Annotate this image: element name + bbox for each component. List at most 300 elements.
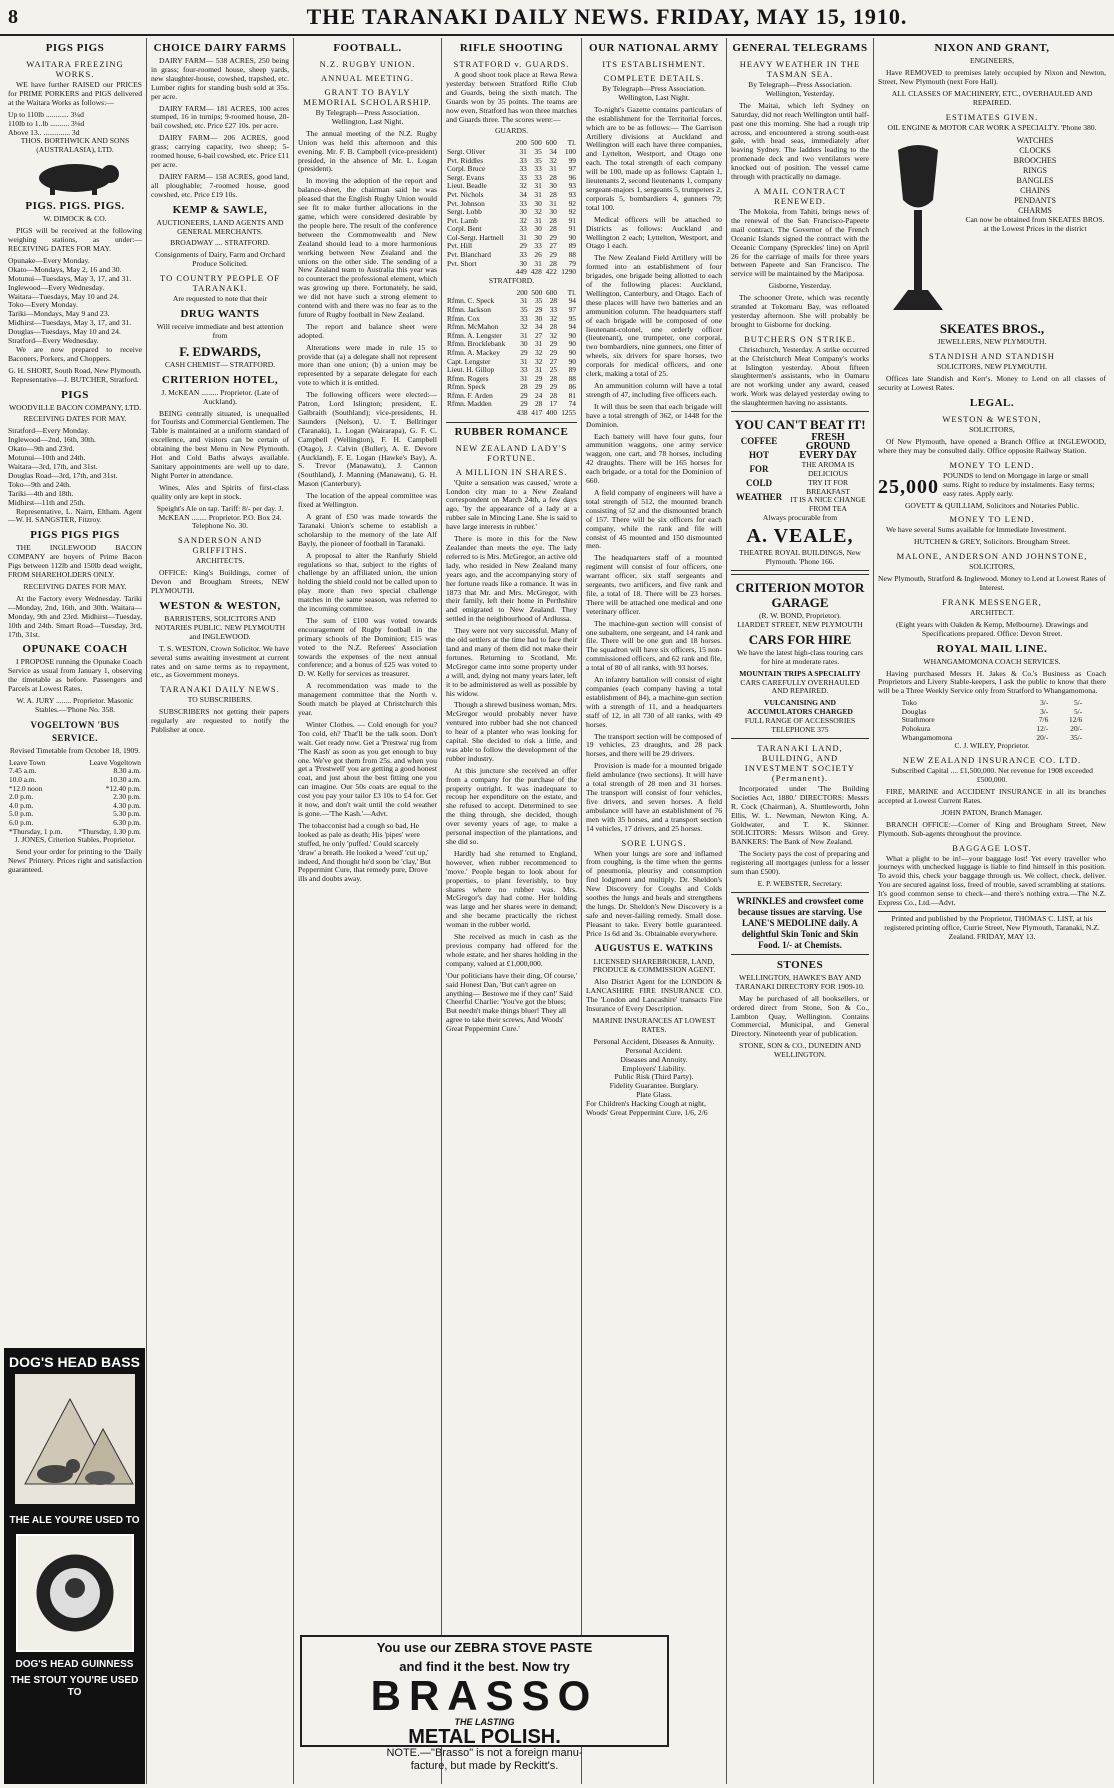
table-cell: 17	[549, 399, 558, 409]
table-cell: 31	[520, 356, 528, 366]
table-cell: 28	[549, 215, 557, 225]
price-item: Up to 110lb ............ 3¼d	[8, 109, 84, 119]
nixon-classes: ALL CLASSES OF MACHINERY, ETC., OVERHAULED AND REPAIRED.	[891, 88, 1093, 107]
table-cell: 30	[520, 339, 528, 349]
skeates-name: SKEATES BROS.,	[939, 321, 1045, 337]
coffee-word: COFFEE	[740, 436, 778, 447]
table-cell: 90	[568, 330, 576, 340]
army-article	[586, 106, 722, 834]
table-cell: Leave Vogeltown	[89, 757, 141, 767]
kemp-address: BROADWAY .... STRATFORD.	[170, 238, 270, 248]
table-cell: 400	[545, 408, 558, 418]
table-cell: Rfmn. A. Mackey	[447, 347, 500, 357]
table-cell: Pvt. Nichols	[447, 189, 484, 199]
army-header: OUR NATIONAL ARMY	[589, 42, 719, 54]
table-cell: 90	[568, 339, 576, 349]
table-cell: 33	[519, 164, 527, 174]
printed-by: Printed and published by the Proprietor, THOMAS C. LIST, at his registered printing office, Currie Street, New Plymouth, Taranaki, N.Z. Zealand. FRIDAY, MAY 13.	[878, 911, 1106, 942]
table-cell: 8.30 a.m.	[113, 766, 141, 776]
table-cell: Corpl. Bent	[447, 224, 482, 234]
nice-change: IT IS A NICE CHANGE FROM TEA	[790, 495, 866, 514]
table-cell: 29	[519, 241, 527, 251]
date-item: Inglewood—Every Wednesday.	[8, 282, 105, 292]
sanderson-header: SANDERSON AND GRIFFITHS.	[177, 535, 263, 556]
stratford-header: STRATFORD.	[488, 275, 535, 285]
mail-body: The Mokoia, from Tahiti, brings news of the renewal of the San Francisco-Papeete mail contract. The Governor of the French Oceanic Islands signed the contract with the Oceanic Company (Spreckles' line) on April 26 for the carriage of mails for three years between Papeete and San Francisco. The service will be maintained by the Mariposa.	[731, 206, 869, 279]
rubber-sub2: A MILLION IN SHARES.	[455, 466, 568, 477]
table-cell: Tl.	[567, 287, 576, 297]
table-cell: 417	[531, 408, 543, 418]
date-item: Midhirst—11th and 25th.	[8, 497, 86, 507]
table-cell: 90	[568, 356, 576, 366]
garage-address: LIARDET STREET, NEW PLYMOUTH	[737, 619, 863, 629]
table-cell: 33	[519, 155, 527, 165]
article-paragraph: A field company of engineers will have a total strength of 512, the mounted branch consisting of 52 and the dismounted branch of 157. There will be six officers for each company, while the rank and file will consist of 45 mounted and 150 dismounted men.	[586, 487, 722, 551]
rubber-sub1: NEW ZEALAND LADY'S FORTUNE.	[455, 442, 568, 463]
jewel-text	[964, 136, 1106, 237]
guards-table	[446, 139, 577, 277]
jewel-item: CHAINS	[1020, 186, 1050, 196]
country-header: TO COUNTRY PEOPLE OF TARANAKI.	[160, 273, 280, 294]
table-cell: Corpl. Bruce	[447, 164, 486, 174]
stones-header: STONES	[776, 958, 824, 971]
telegrams-article	[731, 102, 869, 182]
table-cell: 29	[549, 232, 557, 242]
rifle-sub: STRATFORD v. GUARDS.	[453, 59, 570, 69]
jewel-body: Can now be obtained from SKEATES BROS. at the Lowest Prices in the district	[965, 215, 1105, 234]
table-cell: 422	[545, 267, 557, 277]
gisborne-dateline: Gisborne, Yesterday.	[768, 281, 832, 291]
coffee-body	[733, 434, 867, 514]
money2-sign: HUTCHEN & GREY, Solicitors. Brougham Street.	[914, 537, 1070, 547]
standish-header: STANDISH AND STANDISH	[929, 351, 1055, 362]
table-cell: 31	[534, 215, 542, 225]
weighing-dates	[8, 257, 142, 346]
table-cell: 33	[519, 198, 527, 208]
mail-header: A MAIL CONTRACT RENEWED.	[753, 185, 847, 206]
jewel-item: BROOCHES	[1013, 156, 1057, 166]
garage-sub: (R. W. BOND, Proprietor).	[758, 610, 842, 620]
table-cell: 600	[545, 138, 557, 148]
table-cell: 86	[568, 382, 576, 392]
pigs2-note: We are now prepared to receive Baconers, Porkers, and Choppers.	[8, 344, 142, 363]
article-paragraph: The report and balance sheet were adopted.	[298, 321, 437, 340]
jewel-advert	[878, 136, 1106, 319]
article-paragraph: A grant of £50 was made towards the Taranaki Union's scheme to establish a scholarship to the memory of the late Alf Bayly, the pioneer of football in Taranaki.	[298, 511, 437, 548]
table-cell: 90	[568, 347, 576, 357]
table-cell: 32	[549, 313, 558, 323]
guinness-label-icon	[15, 1533, 135, 1653]
table-cell: 2.0 p.m.	[9, 792, 34, 802]
article-paragraph: Medical officers will be attached to Districts as follows: Auckland and Wellington 2 each; Lyttelton, Westport, and Otago 1 each.	[586, 214, 722, 251]
table-cell: 27	[534, 330, 543, 340]
pigs2-header: PIGS. PIGS. PIGS.	[25, 200, 125, 213]
waitara-header: WAITARA FREEZING WORKS.	[26, 59, 124, 79]
butchers-body: Christchurch, Yesterday. A strike occurred at the Christchurch Meat Company's works at Islington yesterday. About fifteen slaughtermen's assistants, who in Oamaru are not working under any award, ceased work. Work was delayed yesterday owing to the slaughtermen having no assistants.	[731, 344, 869, 408]
inglewood-sub: RECEIVING DATES FOR MAY.	[23, 581, 127, 591]
column-2	[147, 38, 294, 1784]
article-paragraph: An infantry battalion will consist of eight companies (each company having a total establishment of 84), a machine-gun section with a strength of 11, and a headquarters staff of 12, in all 730 of all ranks, with 49 horses.	[586, 675, 722, 729]
rifle-header: RIFLE SHOOTING	[459, 42, 564, 54]
table-cell: Rfmn. A. Lengster	[447, 330, 503, 340]
farm-listing: DAIRY FARM— 158 ACRES, good land, all ploughable; 7-roomed house, good cowshed, etc. Price £19 10s.	[151, 171, 289, 199]
standish-sub: SOLICITORS, NEW PLYMOUTH.	[937, 362, 1047, 372]
table-cell: Pvt. Johnson	[447, 198, 485, 208]
royal-mail-sub: WHANGAMOMONA COACH SERVICES.	[923, 656, 1061, 666]
sore-lungs-body: When your lungs are sore and inflamed from coughing, is the time when the germs of pneumonia, pleurisy and consumption find lodgment and multiply. Dr. Sheldon's New Discovery for Coughs and Colds soothes the lungs and heals and strengthens the lungs. Dr. Sheldon's New Discovery is a safe and never-failing remedy. Small dose. Pleasant to take. Every bottle guaranteed. Price 1s 6d and 3s. Obtainable everywhere.	[586, 848, 722, 938]
table-cell: 29	[534, 382, 543, 392]
pigs4-header: PIGS PIGS PIGS	[30, 529, 120, 542]
fare-row	[901, 699, 1083, 708]
article-paragraph: The following officers were elected:— Patron, Lord Islington; president, E. Galbraith (Southland); vice-presidents, H. Saunders (Nelson), U. T. Bellringer (Taranaki), L. Logan (Wairarapa), G. F. C. Campbell (Wellington), F. H. Campbell (Otago), J. Calvin (Buller), A. E. Devore (Auckland), F. E. Logan (Hawke's Bay), A. S. Trevor (Manawatu), J. Cannon (Southland), J. Manning (Manawatu), G. H. Mason (Canterbury).	[298, 390, 437, 489]
pyramid-dogs-illustration	[15, 1374, 135, 1504]
pigs2-body: PIGS will be received at the following weighing stations, as under:— RECEIVING DATES FOR MAY.	[8, 226, 142, 253]
table-cell: 600	[545, 287, 558, 297]
watkins-footer: For Children's Hacking Cough at night, Woods' Great Peppermint Cure, 1/6, 2/6	[586, 1099, 708, 1118]
jewel-item: PENDANTS	[1014, 196, 1056, 206]
country-body: Are requested to note that their	[172, 294, 268, 304]
table-cell: 20/-	[1036, 732, 1049, 742]
table-cell: 32	[549, 330, 558, 340]
table-cell: 3/-	[1040, 706, 1049, 716]
table-cell: Whangamomona	[901, 732, 953, 742]
table-cell: 3/-	[1040, 698, 1049, 708]
malone-header: MALONE, ANDERSON AND JOHNSTONE,	[896, 551, 1088, 562]
article-paragraph: They were not very successful. Many of the old settlers at the time had to face their land and many of them did not make their fortunes. Returning to Scotland, Mr. McGregor came into some property under a will, and, dying not many years later, left it to be administered as well as possible by his widow.	[446, 626, 577, 698]
table-cell: Col-Sergt. Hartnell	[447, 232, 504, 242]
table-cell: 97	[568, 164, 576, 174]
table-cell: 428	[530, 267, 542, 277]
brasso-line2: and find it the best. Now try	[399, 1659, 570, 1674]
table-cell: 34	[534, 322, 543, 332]
score-row	[446, 409, 577, 418]
rubber-article	[446, 479, 577, 969]
table-cell: 30	[519, 258, 527, 268]
column-4	[442, 38, 582, 1784]
coffee-header: YOU CAN'T BEAT IT!	[734, 417, 866, 433]
column-1	[4, 38, 147, 1784]
table-cell: 30	[519, 207, 527, 217]
date-item: Motunui—Tuesdays, May 3, 17, and 31.	[8, 273, 132, 283]
table-cell: 31	[534, 181, 542, 191]
table-cell: 28	[534, 399, 543, 409]
taranaki-society-header: TARANAKI LAND, BUILDING, AND INVESTMENT SOCIETY (Permanent).	[744, 742, 856, 783]
printing-note: Send your order for printing to the 'Daily News' Printery. Prices right and satisfaction guaranteed.	[8, 847, 142, 874]
table-cell: 28	[520, 382, 528, 392]
opunake-header: OPUNAKE COACH	[22, 643, 128, 656]
table-cell: 27	[549, 356, 558, 366]
table-cell: Pvt. Short	[447, 258, 477, 268]
nzins-header: NEW ZEALAND INSURANCE CO. LTD.	[902, 755, 1082, 766]
article-paragraph: To-night's Gazette contains particulars of the establishment for the Territorial forces, which are to be as follows:— The Garrison Artillery divisions at Auckland and Wellington will each have three companies, and Lyttelton, Westport, and Otago one each. The total strength of each company will be 100, made up as follows: Captain 1, lieutenants 2, second lieutenants 1, company sergeant-majors 1, sergeants 5, trumpeters 2, corporals 5, bombardiers 4, gunners 79; total 100.	[586, 104, 722, 212]
table-cell: 92	[568, 207, 576, 217]
coffee-advert	[731, 411, 869, 571]
article-paragraph: The headquarters staff of a mounted regiment will consist of four officers, one warrant officer, six staff sergeants and sergeants, two artificers, and five rank and file, a total of 18. There will be 23 horses. There will be attached one medical and one veterinary officer.	[586, 553, 722, 616]
table-cell: 30	[549, 207, 557, 217]
kemp-note: Consignments of Dairy, Farm and Orchard Produce Solicited.	[155, 250, 285, 269]
table-cell: Lieut. H. Gillop	[447, 365, 495, 375]
table-cell: 28	[549, 296, 558, 306]
table-cell: 200	[516, 287, 528, 297]
estimates: ESTIMATES GIVEN.	[945, 111, 1039, 122]
table-cell: 88	[568, 373, 576, 383]
table-cell: *Thursday, 1.30 p.m.	[78, 826, 141, 836]
table-cell: 25	[549, 365, 558, 375]
frank-body: (Eight years with Oakden & Kemp, Melbourne). Drawings and Specifications prepared. Office: Devon Street.	[896, 619, 1088, 638]
sanderson-body: OFFICE: King's Buildings, corner of Devon and Brougham Streets, NEW PLYMOUTH.	[151, 568, 289, 596]
masthead-title: THE TARANAKI DAILY NEWS. FRIDAY, MAY 15, 1910.	[306, 4, 908, 29]
borthwick-sign: THOS. BORTHWICK AND SONS (AUSTRALASIA), LTD.	[20, 136, 130, 155]
dogs-head-title: DOG'S HEAD BASS	[9, 1354, 140, 1370]
vogeltown-timetable	[8, 759, 142, 836]
table-cell: Capt. Lengster	[447, 356, 491, 366]
watkins-insurance-list	[586, 1038, 722, 1100]
date-item: Waitara—3rd, 17th, and 31st.	[8, 462, 98, 471]
article-paragraph: Alterations were made in rule 15 to provide that (a) a delegate shall not represent more than one union; (b) a union may be represented by a separate delegate for each vote to which it is entitled.	[298, 342, 437, 388]
dogs-head-guinness: DOG'S HEAD GUINNESS	[15, 1658, 134, 1670]
table-cell: 95	[568, 313, 576, 323]
article-paragraph: She received as much in cash as the previous company had offered for the whole estate, and her shares holding in the company, valued at £1,000,000.	[446, 932, 577, 968]
table-cell: 28	[549, 373, 558, 383]
table-cell: 27	[549, 241, 557, 251]
royal-mail-sign: C. J. WILEY, Proprietor.	[954, 741, 1030, 751]
table-cell: 30	[534, 198, 542, 208]
jewel-item: BANGLES	[1016, 176, 1054, 186]
frank-header: FRANK MESSENGER,	[942, 596, 1042, 607]
mountain-sub: CARS CAREFULLY OVERHAULED AND REPAIRED.	[740, 677, 860, 696]
table-cell: 79	[568, 258, 576, 268]
woodville-dates	[8, 427, 142, 507]
football-dateline: By Telegraph—Press Association. Wellington, Last Night.	[315, 108, 420, 126]
pigs2-sign: G. H. SHORT, South Road, New Plymouth. Representative—J. BUTCHER, Stratford.	[8, 365, 142, 384]
table-cell: 29	[534, 373, 543, 383]
drug-header: DRUG WANTS	[180, 308, 260, 321]
column-6	[727, 38, 874, 1784]
table-cell: *12.40 p.m.	[105, 783, 141, 793]
table-cell: Sergt. Evans	[447, 172, 485, 182]
watkins-header: AUGUSTUS E. WATKINS	[594, 943, 714, 954]
table-cell: 500	[531, 287, 543, 297]
article-paragraph: The sum of £100 was voted towards encouragement of Rugby football in the primary schools of the Dominion; £15 was voted to the N.Z. Referees' Association towards the expenses of the next annual conference; and a bonus of £25 was voted to D. W. Kelly for services as treasurer.	[298, 615, 437, 679]
table-cell: 99	[568, 155, 576, 165]
score-row	[446, 260, 577, 269]
article-paragraph: The Maitai, which left Sydney on Saturday, did not reach Wellington until half-past one this morning. She had a rough trip across, and encountered a strong south-east gale, with head seas, immediately after leaving Sydney. The ladders leading to the promenade deck and two ventilators were knocked out of position. The vessel came through with practically no damage.	[731, 100, 869, 182]
telegrams-sub1: HEAVY WEATHER IN THE TASMAN SEA.	[739, 59, 861, 79]
table-cell: 29	[520, 390, 528, 400]
criterion-sign: Speight's Ale on tap. Tariff: 8/- per day. J. McKEAN ........ Proprietor. P.O. Box 24. Telephone No. 30.	[156, 503, 284, 531]
table-cell: 31	[520, 373, 528, 383]
table-cell: 29	[534, 304, 543, 314]
table-cell: 32	[534, 207, 542, 217]
table-cell: 32	[534, 347, 543, 357]
money2-body: We have several Sums available for Immediate Investment.	[886, 525, 1067, 535]
woodville-name: WOODVILLE BACON COMPANY, LTD.	[9, 402, 141, 412]
army-sub1: ITS ESTABLISHMENT.	[602, 59, 706, 69]
table-cell: 10.30 a.m.	[109, 774, 141, 784]
article-paragraph: The machine-gun section will consist of one subaltern, one sergeant, and 14 rank and file. There will be one gun and 18 horses. The squadron will have six officers, 15 non-commissioned officers, and 62 rank and file, a total of 80 of all ranks, with 93 horses.	[586, 618, 722, 673]
table-cell: 30	[549, 181, 557, 191]
price-list	[8, 111, 142, 138]
frank-sub: ARCHITECT.	[970, 607, 1014, 617]
money-amount: 25,000	[878, 475, 939, 498]
table-cell: Leave Town	[9, 757, 46, 767]
dogs-head-advert	[4, 1348, 145, 1784]
article-paragraph: A recommendation was made to the management committee that the North v. South match be played at Christchurch this year.	[298, 681, 437, 717]
waitara-body: WE have further RAISED our PRICES for PRIME PORKERS and PIGS delivered at the Waitara Works as follows:—	[8, 80, 142, 107]
column-3	[294, 38, 442, 1784]
insurance-item: Personal Accident, Diseases & Annuity.	[593, 1036, 715, 1046]
article-paragraph: The location of the appeal committee was fixed at Wellington.	[298, 491, 437, 510]
table-cell: Pvt. Blanchard	[447, 250, 491, 260]
money-header: MONEY TO LEND.	[949, 459, 1035, 470]
date-item: Douglas—Tuesdays, May 10 and 24.	[8, 327, 121, 337]
table-cell: Douglas	[901, 706, 927, 716]
govett: GOVETT & QUILLIAM, Solicitors and Notaries Public.	[904, 500, 1080, 510]
fresh-ground: FRESH GROUND EVERY DAY	[799, 432, 857, 461]
table-cell: Rfmn. Speck	[447, 382, 486, 392]
table-cell: 89	[568, 365, 576, 375]
standish-body: Offices late Standish and Kerr's. Money to Lend on all classes of security at Lowest Rates.	[878, 374, 1106, 393]
money-body: POUNDS to lend on Mortgage in large or small sums. Right to reduce by instalments. Easy terms; easy rates. Apply early.	[943, 470, 1095, 498]
stratford-table	[446, 289, 577, 418]
table-cell: Pvt. Riddles	[447, 155, 484, 165]
sanderson-sub: ARCHITECTS.	[195, 556, 245, 566]
stones-body: May be purchased of all booksellers, or ordered direct from Stone, Son & Co., Lambton Quay, Wellington. Contains Commercial, Municipal, and General Directory. Nineteenth year of publication.	[731, 993, 869, 1039]
royal-mail-fares	[901, 699, 1083, 742]
jewel-item: CLOCKS	[1019, 146, 1051, 156]
table-cell: 94	[568, 296, 576, 306]
dogs-head-slogan-ale: THE ALE YOU'RE USED TO	[9, 1514, 140, 1526]
table-cell: Rfmn. Madden	[447, 399, 492, 409]
article-paragraph: The New Zealand Field Artillery will be formed into an establishment of four brigades, one brigade being allotted to each of the following places: Auckland, Wellington, Canterbury, and Otago. Each of these places will have two batteries and an ammunition column. The headquarters staff of each brigade will be composed of one lieutenant-colonel, one orderly officer (lieutenant), one trumpeter, one corporal, two bombardiers, nine gunners, one fitter of wheels, six drivers for spare horses, two corporals for medical officers, and one clerk, making a total of 25.	[586, 253, 722, 379]
pig-illustration	[20, 158, 130, 196]
table-cell: 7.45 a.m.	[9, 766, 37, 776]
vogeltown-header: VOGELTOWN 'BUS SERVICE.	[30, 719, 120, 743]
table-cell: 31	[520, 330, 528, 340]
brasso-note1: NOTE.—"Brasso" is not a foreign manu-	[386, 1747, 583, 1759]
table-cell: 28	[549, 172, 557, 182]
guards-header: GUARDS.	[494, 126, 529, 136]
football-sub2: ANNUAL MEETING.	[320, 73, 415, 83]
hire-body: We have the latest high-class touring cars for hire at moderate rates.	[737, 647, 863, 666]
table-cell: Strathmore	[901, 715, 935, 725]
table-cell: 28	[549, 258, 557, 268]
table-cell: 30	[534, 313, 543, 323]
hire-header: CARS FOR HIRE	[748, 631, 852, 647]
legal-header: LEGAL.	[969, 397, 1015, 410]
table-cell: *Thursday, 1 p.m.	[9, 826, 63, 836]
table-cell: 35/-	[1070, 732, 1083, 742]
table-cell: 94	[568, 322, 576, 332]
jewel-item: RINGS	[1022, 166, 1047, 176]
article-paragraph: An ammunition column will have a total strength of 47, including five officers each.	[586, 381, 722, 399]
woodville-sub: RECEIVING DATES FOR MAY.	[23, 414, 127, 424]
aroma: THE AROMA IS DELICIOUS	[801, 459, 855, 478]
table-cell: 93	[568, 189, 576, 199]
coffee-word: WEATHER	[735, 492, 783, 503]
nixon-sub: ENGINEERS,	[969, 56, 1015, 65]
table-cell: 74	[568, 399, 576, 409]
date-item: Okato—Mondays, May 2, 16 and 30.	[8, 264, 122, 274]
oil-engine: OIL ENGINE & MOTOR CAR WORK A SPECIALTY. 'Phone 380.	[887, 122, 1097, 132]
farm-listing: DAIRY FARM— 181 ACRES, 100 acres stumped, 16 in turnips; 9-roomed house, 20-bail cowshed, etc. Price £27 10s. per acre.	[151, 103, 289, 131]
table-cell: 33	[519, 224, 527, 234]
money2-header: MONEY TO LEND.	[949, 514, 1035, 525]
table-cell: 32	[520, 322, 528, 332]
always-procurable: Always procurable from	[762, 513, 838, 523]
vulcanising-sub: FULL RANGE OF ACCESSORIES TELEPHONE 375	[744, 716, 856, 735]
opunake-sign: W. A. JURY ........ Proprietor. Masonic Stables.—'Phone No. 358.	[16, 696, 134, 714]
column-5	[582, 38, 727, 1784]
table-cell: 33	[534, 172, 542, 182]
criterion-hotel-header: CRITERION HOTEL,	[161, 373, 279, 386]
skeates-sub: JEWELLERS, NEW PLYMOUTH.	[937, 337, 1047, 347]
coffee-word: HOT	[748, 450, 769, 461]
table-cell: 28	[549, 322, 558, 332]
table-cell: 90	[568, 232, 576, 242]
table-cell: 31	[534, 339, 543, 349]
weston2-header: WESTON & WESTON,	[942, 414, 1042, 425]
table-cell: 88	[568, 250, 576, 260]
table-cell: 12/6	[1069, 715, 1083, 725]
baggage-body: What a plight to be in!—your baggage lost! Yet every traveller who journeys with unchecked luggage is liable to find himself in this position. To avoid this, check your baggage through us. We collect, check, deliver. You are secured against loss, freed of trouble, saved scrambling at stations. It's good common sense to check—and there's nothing extra.—The N.Z. Express Co., Ltd.—Advt.	[878, 853, 1106, 908]
date-item: Stratford—Every Monday.	[8, 426, 90, 436]
table-cell: 81	[568, 390, 576, 400]
farm-listings	[151, 57, 289, 200]
pigs-header: PIGS PIGS	[45, 42, 105, 54]
dimock: W. DIMOCK & CO.	[43, 214, 107, 224]
table-cell: 28	[549, 189, 557, 199]
table-cell: Pvt. Lamb	[447, 215, 478, 225]
table-cell: 449	[515, 267, 527, 277]
table-cell: Rfmn. Brocklebank	[447, 339, 506, 349]
weston2-sub: SOLICITORS,	[969, 425, 1015, 435]
insurance-item: Employers' Liability.	[622, 1063, 686, 1073]
table-cell: *12.0 noon	[9, 783, 43, 793]
inglewood-body: THE INGLEWOOD BACON COMPANY are buyers of Prime Bacon Pigs between 112lb and 150lb dead weight, FROM SHAREHOLDERS ONLY.	[8, 543, 142, 580]
table-cell: 29	[549, 250, 557, 260]
article-paragraph: Hardly had she returned to England, however, when rubber recommenced to 'move.' People began to look about for properties, to plant feverishly, to buy shares where no rubber was. Mrs. McGregor's day had come. Her holding was large and her shares were in demand; and she became practically the richest woman in the rubber world.	[446, 848, 577, 930]
drug-body: Will receive immediate and best attention from	[156, 322, 284, 340]
table-cell: 35	[534, 296, 543, 306]
brasso-note2: facture, but made by Reckitt's.	[410, 1760, 559, 1772]
date-item: Tariki—4th and 18th.	[8, 488, 74, 498]
table-cell: 96	[568, 172, 576, 182]
woodville-reps: Representative, L. Nairn, Eltham. Agent—W. H. SANGSTER, Fitzroy.	[8, 506, 142, 525]
criterion-proprietor: J. McKEAN ......... Proprietor. (Late of Auckland).	[161, 387, 279, 406]
table-cell: 6.0 p.m.	[9, 817, 34, 827]
table-cell: 31	[519, 232, 527, 242]
table-cell: 1255	[561, 408, 576, 418]
army-sub2: COMPLETE DETAILS.	[603, 73, 705, 83]
date-item: Opunake—Every Monday.	[8, 255, 90, 265]
brasso-sub: METAL POLISH.	[408, 1726, 561, 1748]
table-cell: 5/-	[1073, 706, 1083, 716]
coffee-right	[789, 434, 867, 514]
stones-sub: WELLINGTON, HAWKE'S BAY AND TARANAKI DIRECTORY FOR 1909-10.	[735, 972, 865, 991]
table-cell: 31	[549, 198, 557, 208]
table-cell: 4.30 p.m.	[113, 800, 141, 810]
article-paragraph: The annual meeting of the N.Z. Rugby Union was held this afternoon and this evening. Mr. F. B. Campbell (vice-president) presided, in the absence of Mr. L. Logan (president).	[298, 128, 437, 174]
malone-body: New Plymouth, Stratford & Inglewood. Money to Lend at Lowest Rates of Interest.	[878, 574, 1106, 593]
table-cell: 500	[530, 138, 542, 148]
score-row	[446, 400, 577, 409]
table-cell: 29	[549, 382, 558, 392]
taranaki-society-sign: E. P. WEBSTER, Secretary.	[757, 879, 843, 888]
table-cell: 4.0 p.m.	[9, 800, 34, 810]
table-cell: 31	[534, 365, 543, 375]
rubber-poem: 'Our politicians have their ding, Of course,' said Honest Dan, 'But can't agree on anything— Bestowe me if they can!' Said Cheerful Charlie: 'You've got the blues; But needn't make things bluer! They all agree to take their screws, And Woods' Great Peppermint Cure.'	[446, 970, 577, 1034]
